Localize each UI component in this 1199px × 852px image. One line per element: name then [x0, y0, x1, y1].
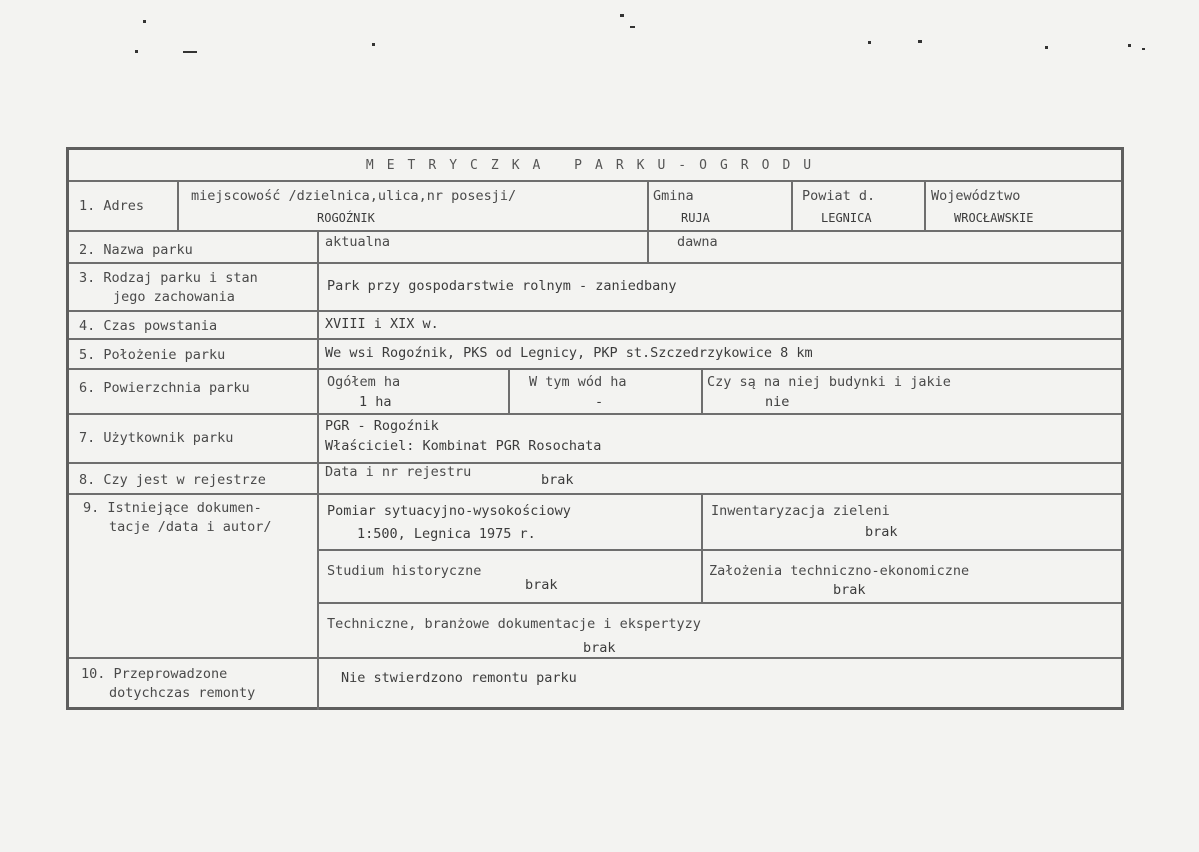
buildings-label: Czy są na niej budynki i jakie [707, 374, 951, 390]
water-area-value: - [595, 394, 604, 410]
card-title: METRYCZKA PARKU-OGRODU [365, 158, 825, 173]
rule [69, 338, 1121, 340]
rule [701, 493, 703, 602]
rule [69, 493, 1121, 495]
scan-speck [630, 26, 635, 28]
locality-value: ROGOŹNIK [317, 211, 375, 225]
rule [791, 180, 793, 230]
park-type-value: Park przy gospodarstwie rolnym - zaniedbany [327, 278, 677, 294]
repairs-label-2: dotychczas remonty [109, 685, 256, 701]
registry-date-value: brak [541, 472, 574, 488]
scan-speck [183, 51, 197, 53]
rule [69, 657, 1121, 659]
tech-assumptions-value: brak [833, 582, 866, 598]
current-name-label: aktualna [325, 234, 391, 250]
rule [69, 462, 1121, 464]
location-value: We wsi Rogoźnik, PKS od Legnicy, PKP st.Szczedrzykowice 8 km [325, 345, 813, 361]
docs-label-1: 9. Istniejące dokumen- [83, 500, 262, 516]
commune-value: RUJA [681, 211, 710, 225]
scan-speck [1142, 48, 1145, 50]
rule [69, 368, 1121, 370]
rule [69, 262, 1121, 264]
repairs-value: Nie stwierdzono remontu parku [341, 670, 577, 686]
user-line-2: Właściciel: Kombinat PGR Rosochata [325, 438, 602, 454]
registry-date-label: Data i nr rejestru [325, 464, 472, 480]
water-area-label: W tym wód ha [529, 374, 627, 390]
scan-speck [143, 20, 146, 23]
area-total-label: Ogółem ha [327, 374, 401, 390]
voivodeship-value: WROCŁAWSKIE [954, 211, 1034, 225]
locality-label: miejscowość /dzielnica,ulica,nr posesji/ [191, 188, 517, 204]
scan-speck [372, 43, 375, 46]
scan-speck [620, 14, 624, 17]
rule [69, 413, 1121, 415]
scan-speck [918, 40, 922, 43]
rule [317, 230, 319, 710]
county-value: LEGNICA [821, 211, 872, 225]
area-total-value: 1 ha [359, 394, 392, 410]
rule [508, 368, 510, 413]
survey-line-2: 1:500, Legnica 1975 r. [357, 526, 536, 542]
rule [317, 549, 1121, 551]
survey-line-1: Pomiar sytuacyjno-wysokościowy [327, 503, 571, 519]
inventory-value: brak [865, 524, 898, 540]
rule [69, 230, 1121, 232]
buildings-value: nie [765, 394, 790, 410]
rule [69, 310, 1121, 312]
rule [647, 180, 649, 262]
other-docs-label: Techniczne, branżowe dokumentacje i ekspertyzy [327, 616, 701, 632]
inventory-label: Inwentaryzacja zieleni [711, 503, 890, 519]
park-name-label: 2. Nazwa parku [79, 242, 193, 258]
user-line-1: PGR - Rogoźnik [325, 418, 439, 434]
park-type-label-2: jego zachowania [113, 289, 235, 305]
location-label: 5. Położenie parku [79, 347, 226, 363]
scan-speck [868, 41, 871, 44]
park-record-card [66, 147, 1124, 710]
user-label: 7. Użytkownik parku [79, 430, 234, 446]
registry-label: 8. Czy jest w rejestrze [79, 472, 266, 488]
tech-assumptions-label: Założenia techniczno-ekonomiczne [709, 563, 970, 579]
park-type-label-1: 3. Rodzaj parku i stan [79, 270, 258, 286]
origin-value: XVIII i XIX w. [325, 316, 439, 332]
voivodeship-label: Województwo [931, 188, 1021, 204]
scan-speck [1128, 44, 1131, 47]
commune-label: Gmina [653, 188, 694, 204]
rule [177, 180, 179, 230]
address-label: 1. Adres [79, 198, 145, 214]
history-study-label: Studium historyczne [327, 563, 482, 579]
origin-label: 4. Czas powstania [79, 318, 218, 334]
county-label: Powiat d. [802, 188, 876, 204]
rule [924, 180, 926, 230]
history-study-value: brak [525, 577, 558, 593]
repairs-label-1: 10. Przeprowadzone [81, 666, 228, 682]
other-docs-value: brak [583, 640, 616, 656]
rule [701, 368, 703, 413]
area-label: 6. Powierzchnia parku [79, 380, 250, 396]
former-name-label: dawna [677, 234, 718, 250]
scan-speck [1045, 46, 1048, 49]
scan-speck [135, 50, 138, 53]
rule [317, 602, 1121, 604]
docs-label-2: tacje /data i autor/ [109, 519, 272, 535]
rule [69, 180, 1121, 182]
